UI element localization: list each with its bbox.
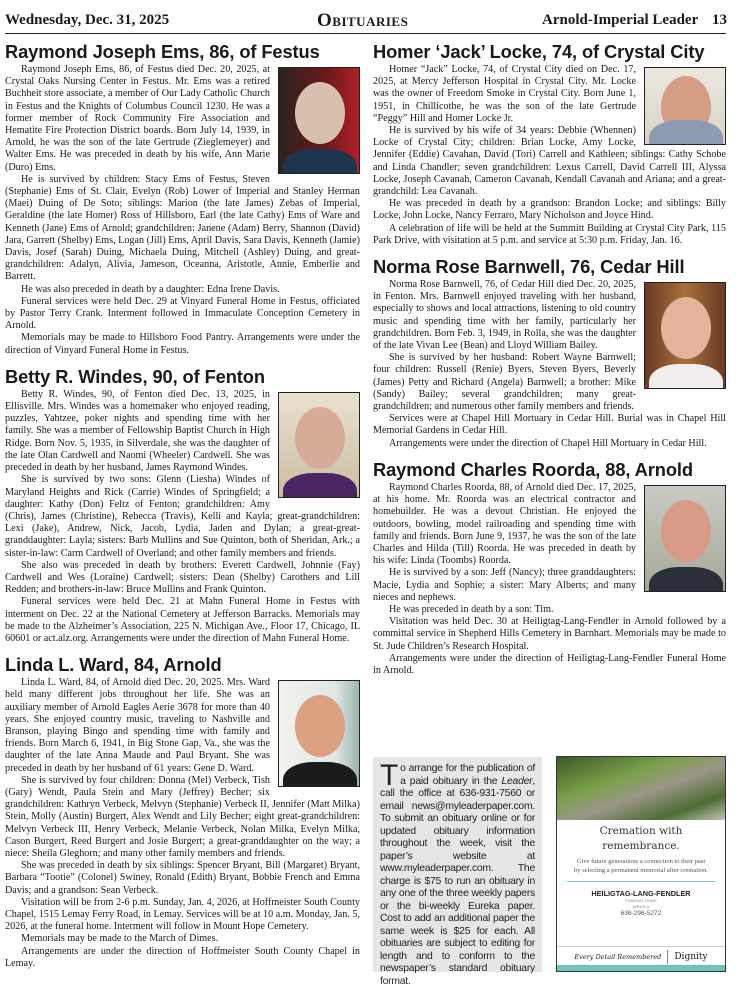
- obituary-paragraph: He is survived by his wife of 34 years: Debbie (Whennen) Locke of Crystal City; children: Brian Locke, Amy Locke, Jennifer (Eddie) Cavahan, David (Tori) Carrell and Kathleen; siblings: Cathy Schobe and Linda Chandler; seven grandchildren: Lexus Carrell, David Carrell III, Alyssa Locke, Joseph Cavanah, Cameron Cavanah, Kendall Cavanah and Ariana; and a great-grandchild: Lea Cavanah.: [373, 125, 726, 198]
- obituary-paragraph: Linda L. Ward, 84, of Arnold died Dec. 20, 2025. Mrs. Ward held many different jobs throughout her life. She was an auxiliary member of Arnold Eagles Aerie 3678 for more than 40 years. She enjoyed country music, traveling to Nashville and Branson, playing Bingo and spending time with family and friends. Born March 6, 1941, in Big Stone Gap, Va., she was the daughter of the late Anna Maude and Paul Bryant. She was preceded in death by her husband of 61 years: Gene D. Ward.: [5, 677, 270, 774]
- accent-bar: [557, 965, 725, 971]
- notice-text: , call the office at 636-931-7560 or email news@myleaderpaper.com. To submit an obituary online or for updated obituary information throughout the week, visit the paper’s website at www.myleaderpaper.com. The charge is $75 to run an obituary in any one of the three weekly papers or the bi-weekly Eureka paper. Cost to add an additional paper the same week is $25 for each. All obituaries are subject to editing for length and to conform to the newspaper’s standard obituary format.: [380, 775, 535, 987]
- funeral-home-phone: 636-296-5272: [620, 910, 662, 917]
- section-title: Obituaries: [317, 10, 409, 31]
- notice-paper-name: Leader: [501, 775, 533, 787]
- obituary-headline: Betty R. Windes, 90, of Fenton: [5, 365, 265, 387]
- left-column: [5, 40, 360, 978]
- drop-cap: T: [380, 759, 399, 792]
- obituary-paragraph: Visitation will be from 2-6 p.m. Sunday, Jan. 4, 2026, at Hoffmeister South County Chapel, 1515 Lemay Ferry Road, in Lemay. Services will be at 10 a.m. Monday, Jan. 5, 2026, at the funeral home. Interment will follow in Mount Hope Cemetery.: [5, 896, 360, 933]
- obituary-paragraph: She is survived by her husband: Robert Wayne Barnwell; four children: Russell (Renie) Byers, Steven Byers, Beverly (James) Petty and Richard (Angela) Barnwell; a brother: Mike (Sandy) Bailey; several grandchildren; many great-grandchildren; and numerous other family members and friends.: [373, 352, 636, 413]
- notice-text: o arrange for the publication of a paid obituary in the: [400, 763, 535, 787]
- obituary-paragraph: Visitation was held Dec. 30 at Heiligtag-Lang-Fendler in Arnold followed by a committal service in Shepherd Hills Cemetery in Barnhart. Memorials may be made to St. Jude Children’s Research Hospital.: [373, 616, 726, 652]
- obituary-paragraph: Memorials may be made to the March of Dimes.: [21, 933, 219, 945]
- funeral-home-city: ARNOLD: [632, 904, 650, 909]
- funeral-home-subtitle: FUNERAL HOME: [625, 898, 657, 903]
- obituary-paragraph: He is survived by children: Stacy Ems of Festus, Steven (Stephanie) Ems of St. Clair, Evelyn (Rob) Lower of Imperial and Stanley Herman (Maei) Duing of De Soto; siblings: Marion (the late James) Zebas of Imperial, Geraldine (the late Homer) Ross of Hillsboro, Earl (the late Cathy) Ems of Ware and Kenneth (Jane) Ems of Arnold; grandchildren: Janene (Adam) Berry, Shannon (David) Jara, Garrett (Shelby) Ems, Logan (Jill) Ems, April Davis, Sara Davis, Kenneth (Jamie) Davis, Josef (Sarah) Duing, Michaela Duing, Mitchell (Ashley) Duing, and great-grandchildren: Adalyn, Alivia, Jameson, Oceanna, Aristotle, Annie, Emberlie and Barrett.: [5, 173, 360, 283]
- divider: [567, 881, 715, 882]
- obituary-paragraph: Arrangements were under the direction of Chapel Hill Mortuary in Cedar Hill.: [389, 437, 707, 449]
- issue-date: Wednesday, Dec. 31, 2025: [5, 12, 170, 28]
- ad-headline-line: Cremation with: [599, 825, 683, 837]
- portrait-photo: [644, 282, 726, 389]
- masthead: [5, 8, 726, 34]
- obituary-paragraph: Raymond Joseph Ems, 86, of Festus died Dec. 20, 2025, at Crystal Oaks Nursing Center in Festus. Mr. Ems was a retired Buchheit store associate, a member of Our Lady Catholic Church in Festus and the Knights of Columbus Council 1230. He was a former member of Rock Community Fire Association and Hematite Fire Protection District boards. Born July 14, 1939, in Arnold, he was the son of the late Gertrude (Zieglemeyer) and Walter Ems. He was preceded in death by his wife, Ann Marie (Duro) Ems.: [5, 64, 270, 173]
- obituary-paragraph: He was preceded in death by a son: Tim.: [389, 603, 554, 615]
- ad-subtext: Give future generations a connection to their past by selecting a permanent memorial after cremation.: [573, 858, 709, 874]
- dignity-logo: Dignity: [674, 951, 708, 962]
- obituary-paragraph: She also was preceded in death by brothers: Everett Cardwell, Johnnie (Fay) Cardwell and Wes (Loraine) Cardwell; sisters: Dean (Shelby) Carothers and Lill Redden; and brothers-in-law: Bruce Mullins and Frank Quinton.: [5, 559, 360, 596]
- obituary-headline: Raymond Charles Roorda, 88, Arnold: [373, 458, 693, 480]
- obituary-paragraph: She was preceded in death by six siblings: Spencer Bryant, Bill (Margaret) Bryant, Barbara “Tootie” (Colonel) Swiney, Ronald (Edith) Bryant, Bobbie French and Emma Davis; and a grandson: Sean Verbeck.: [5, 860, 360, 896]
- ad-headline-line: remembrance.: [602, 840, 680, 852]
- obituary-headline: Raymond Joseph Ems, 86, of Festus: [5, 41, 320, 62]
- obituary-paragraph: Betty R. Windes, 90, of Fenton died Dec. 13, 2025, in Ellisville. Mrs. Windes was a homemaker who enjoyed reading, puzzles, Yahtzee, poker nights and spending time with her family. She was a member of Fellowship Baptist Church in High Ridge. Born Nov. 5, 1935, in Silverdale, she was the daughter of the late Olan Cardwell and Naomi (Wheeler) Cardwell. She was preceded in death by her husband, James Raymond Windes.: [5, 388, 270, 474]
- obituary-headline: Norma Rose Barnwell, 76, Cedar Hill: [373, 256, 685, 278]
- portrait-photo: [644, 67, 726, 145]
- garden-memorial-image: [557, 757, 725, 820]
- obituary-roorda: [373, 458, 726, 677]
- funeral-home-advertisement[interactable]: [556, 756, 726, 972]
- obituary-paragraph: Arrangements are under the direction of Hoffmeister South County Chapel in Lemay.: [5, 945, 360, 969]
- obituary-paragraph: She is survived by two sons: Glenn (Liesha) Windes of Maryland Heights and Rick (Carrie) Windes of Springfield; a daughter: Kathy (Don) Feltz of Fenton; grandchildren: Amy (Chris), James (Christine), Rebecca (Travis), Kelli and Kayla; great-grandchildren: Lexi (Jake), Andrew, Nick, Jacob, Lydia, Jaden and Dylan; a great-great-granddaughter: Layla; sisters: Barb Mullins and Sue Quinton, both of Sheridan, Ark.; a sister-in-law: Carm Cardwell of Overland; and other family members and friends.: [5, 474, 360, 559]
- obituary-barnwell: [373, 255, 726, 450]
- obituary-paragraph: She is survived by four children: Donna (Mel) Verbeck, Tish (Gary) Wendt, Paula Stein and Mary (Jeffrey) Becher; six grandchildren: Kathryn Verbeck, Melvyn (Stephanie) Verbeck II, Jennifer (Matt Milka) Stein, Molly (Austin) Burgert, Alex Wendt and Lily Becher; eight great-grandchildren: Melvyn Verbeck III, Henry Verbeck, Melanie Verbeck, Nolan Milka, Evelyn Milka, Cason Burgert, Reed Burgert and Josie Burgert; a great-granddaughter on the way; a niece: Sheila Gleghorn; and many other family members and friends.: [5, 774, 360, 859]
- portrait-photo: [278, 392, 360, 498]
- obituary-paragraph: He was also preceded in death by a daughter: Edna Irene Davis.: [21, 283, 280, 295]
- obituary-ward: [5, 653, 360, 970]
- portrait-photo: [278, 67, 360, 174]
- obituary-paragraph: He was preceded in death by a grandson: Brandon Locke; and siblings: Billy Locke, John Locke, Nancy Ferraro, Mary Nicholson and Joyce Hind.: [373, 198, 726, 222]
- obituary-paragraph: Raymond Charles Roorda, 88, of Arnold died Dec. 17, 2025, at his home. Mr. Roorda was an electrical contractor and homebuilder. He was a devout Christian. He enjoyed the outdoors, bowling, model railroading and spending time with family and friends. Born June 9, 1937, he was the son of the late Charles and Hilda (Till) Roorda. He was preceded in death by his wife: Linda (Toombs) Roorda.: [373, 481, 636, 567]
- obituary-submission-notice: [373, 757, 542, 987]
- obituary-paragraph: He is survived by a son: Jeff (Nancy); three granddaughters: Macie, Lydia and Sophie; a sister: Mary Alberts; and many nieces and nephews.: [373, 567, 636, 603]
- obituary-paragraph: A celebration of life will be held at the Summitt Building at Crystal City Park, 115 Park Drive, with visitation at 5 p.m. and service at 5:30 p.m. Friday, Jan. 16.: [373, 222, 726, 246]
- portrait-photo: [644, 485, 726, 592]
- obituary-paragraph: Homer “Jack” Locke, 74, of Crystal City died on Dec. 17, 2025, at Mercy Jefferson Hospital in Crystal City. Mr. Locke was the owner of Freedom Smoke in Crystal City. Born June 1, 1951, in Chillicothe, he was the son of the late Gertrude “Peggy” Hill and Homer Locke Jr.: [373, 64, 636, 124]
- paper-name: Arnold-Imperial Leader: [542, 12, 699, 28]
- page-number: 13: [712, 12, 727, 28]
- obituary-paragraph: Norma Rose Barnwell, 76, of Cedar Hill died Dec. 20, 2025, in Fenton. Mrs. Barnwell enjoyed traveling with her husband, especially to shows and local attractions, listening to old country music and spending time with her family, particularly her grandchildren. Born Feb. 3, 1949, in Rolla, she was the daughter of the late Vivan Lee (Bean) and Lloyd William Bailey.: [373, 279, 636, 352]
- funeral-home-name: HEILIGTAG-LANG-FENDLER: [591, 889, 691, 898]
- obituary-locke: [373, 40, 726, 247]
- obituary-paragraph: Funeral services were held Dec. 29 at Vinyard Funeral Home in Festus, officiated by Pastor Terry Crank. Interment followed in Immaculate Conception Cemetery in Arnold.: [5, 295, 360, 332]
- right-column: [373, 40, 726, 685]
- portrait-photo: [278, 680, 360, 787]
- ad-headline: [557, 824, 725, 854]
- obituary-paragraph: Services were at Chapel Hill Mortuary in Cedar Hill. Burial was in Chapel Hill Memorial Gardens in Cedar Hill.: [373, 413, 726, 437]
- obituary-paragraph: Funeral services were held Dec. 21 at Mahn Funeral Home in Festus with interment on Dec. 22 at the National Cemetery at Jefferson Barracks. Memorials may be made to the Alzheimer’s Association, 225 N. Michigan Ave., Floor 17, Chicago, IL 60601 or act.alz.org. Arrangements were under the direction of Mahn Funeral Home.: [5, 596, 360, 644]
- obituary-headline: Linda L. Ward, 84, Arnold: [5, 654, 222, 676]
- obituary-windes: [5, 365, 360, 645]
- obituary-paragraph: Arrangements were under the direction of Heiligtag-Lang-Fendler Funeral Home in Arnold.: [373, 652, 726, 676]
- obituary-paragraph: Memorials may be made to Hillsboro Food Pantry. Arrangements were under the direction of Vinyard Funeral Home in Festus.: [5, 332, 360, 356]
- divider: [667, 950, 668, 964]
- ad-footer: [557, 946, 725, 966]
- ad-tagline: Every Detail Remembered: [574, 952, 662, 961]
- obituary-headline: Homer ‘Jack’ Locke, 74, of Crystal City: [373, 41, 705, 62]
- obituary-ems: [5, 40, 360, 357]
